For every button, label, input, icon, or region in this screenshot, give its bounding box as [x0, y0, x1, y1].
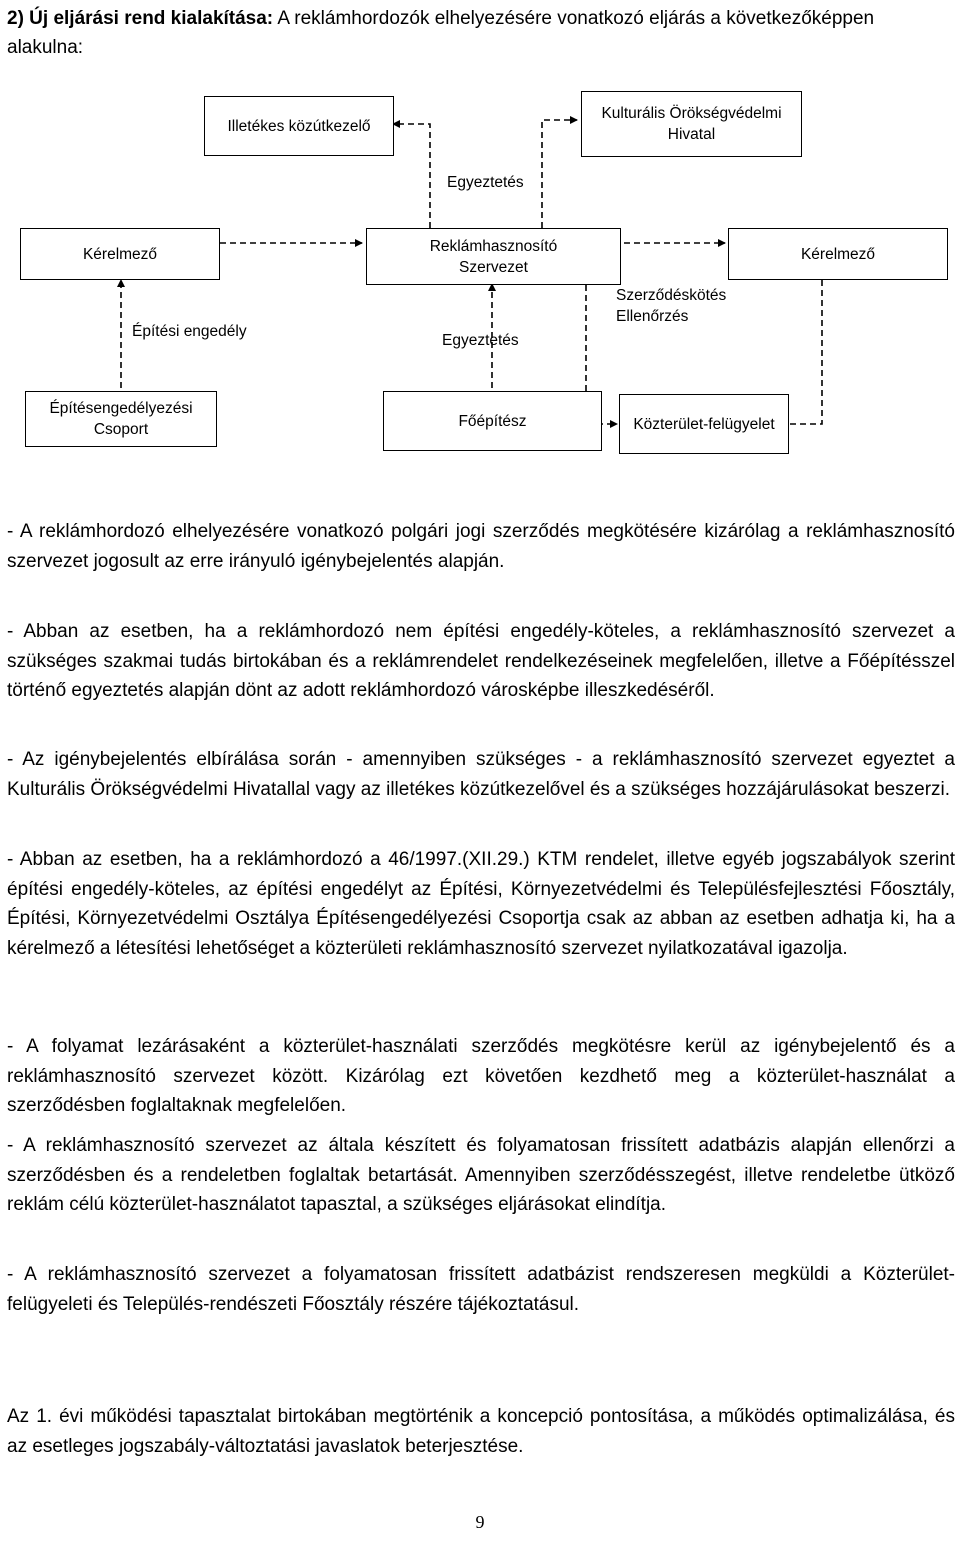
box-reklamhasznosito: Reklámhasznosító Szervezet	[366, 228, 621, 285]
box-kerelmezo-left: Kérelmező	[20, 228, 220, 280]
paragraph-7: - A reklámhasznosító szervezet a folyamatosan frissített adatbázist rendszeresen megküldi a Közterület-felügyeleti és Település-rendészeti Főosztály részére tájékoztatásul.	[7, 1264, 955, 1315]
process-diagram	[0, 80, 960, 460]
box-kozterulet-felugyelet: Közterület-felügyelet	[619, 394, 789, 454]
label-szerzodeskotes: Szerződéskötés Ellenőrzés	[616, 287, 727, 325]
paragraph-4: - Abban az esetben, ha a reklámhordozó a 46/1997.(XII.29.) KTM rendelet, illetve egyéb jogszabályok szerint építési engedély-köteles, az építési engedélyt az Építési, Környezetvédelmi és Településfejlesztési Főosztály, Építési, Környezetvédelmi Osztálya Építésengedélyezési Csoportja csak az abban az esetben adhatja ki, ha a kérelmező a létesítési lehetőséget a közterületi reklámhasznosító szervezet nyilatkozatával igazolja.	[7, 849, 955, 959]
paragraph-2: - Abban az esetben, ha a reklámhordozó nem építési engedély-köteles, a reklámhasznosító szervezet a szükséges szakmai tudás birtokában és a reklámrendelet rendelkezéseinek megfelelően, illetve a Főépítésszel történő egyeztetés alapján dönt az adott reklámhordozó városképbe illeszkedéséről.	[7, 621, 955, 701]
label-epitesi-engedely: Építési engedély	[132, 323, 247, 340]
box-kultur: Kulturális Örökségvédelmi Hivatal	[581, 91, 802, 157]
page-number: 9	[475, 1512, 485, 1532]
connector-kerelmezo-to-kozterulet	[790, 280, 822, 424]
box-utkezelo: Illetékes közútkezelő	[204, 96, 394, 156]
paragraph-3: - Az igénybejelentés elbírálása során - amennyiben szükséges - a reklámhasznosító szervezet egyeztet a Kulturális Örökségvédelmi Hivatallal vagy az illetékes közútkezelővel és a szükséges hozzájárulásokat beszerzi.	[7, 749, 955, 800]
label-egyeztetes-top: Egyeztetés	[447, 174, 524, 191]
section-heading	[7, 4, 955, 62]
box-epitesengedelyezesi-csoport: Építésengedélyezési Csoport	[25, 391, 217, 447]
box-kerelmezo-right: Kérelmező	[728, 228, 948, 280]
section-number: 2) Új eljárási rend kialakítása:	[7, 8, 274, 29]
paragraph-5: - A folyamat lezárásaként a közterület-használati szerződés megkötésre kerül az igénybejelentő és a reklámhasznosító szervezet között. Kizárólag ezt követően kezdhető meg a közterület-használat a szerződésben foglaltaknak megfelelően.	[7, 1036, 955, 1116]
connector-to-kultur	[542, 120, 577, 228]
section-heading-text: A reklámhordozók elhelyezésére vonatkozó eljárás a következőképpen alakulna:	[7, 8, 875, 58]
label-egyeztetes-mid: Egyeztetés	[442, 332, 519, 349]
connector-to-utkezelo	[393, 124, 430, 228]
paragraph-1: - A reklámhordozó elhelyezésére vonatkozó polgári jogi szerződés megkötésére kizárólag a reklámhasznosító szervezet jogosult az erre irányuló igénybejelentés alapján.	[7, 521, 955, 572]
paragraph-8: Az 1. évi működési tapasztalat birtokában megtörténik a koncepció pontosítása, a működés optimalizálása, és az esetleges jogszabály-változtatási javaslatok beterjesztése.	[7, 1406, 955, 1457]
box-foepitesz: Főépítész	[383, 391, 602, 451]
paragraph-6: - A reklámhasznosító szervezet az általa készített és folyamatosan frissített adatbázis alapján ellenőrzi a szerződésben és a rendeletben foglaltak betartását. Amennyiben szerződésszegést, illetve rendeletbe ütköző reklám célú közterület-használatot tapasztal, a szükséges eljárásokat elindítja.	[7, 1135, 955, 1215]
